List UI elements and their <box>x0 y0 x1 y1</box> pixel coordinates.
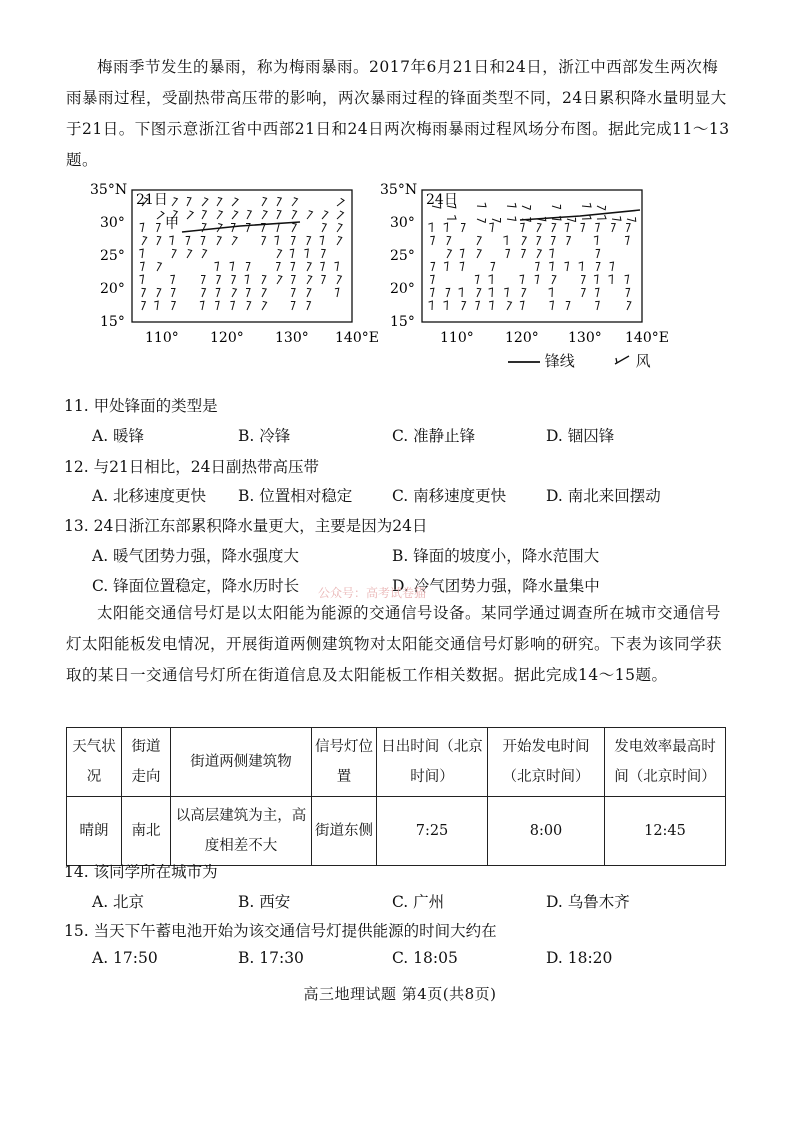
wind-barb <box>579 262 583 271</box>
wind-barb <box>610 262 614 271</box>
q11-option-b: B. 冷锋 <box>238 427 291 445</box>
wind-barb <box>477 249 481 258</box>
wind-barb <box>262 275 266 284</box>
q13-option-c: C. 锋面位置稳定，降水历时长 <box>92 577 300 595</box>
x-tick: 130° <box>568 330 602 346</box>
wind-barb <box>230 301 234 310</box>
map-24 <box>380 182 669 346</box>
q14-option-a: A. 北京 <box>92 893 145 911</box>
table-header-row <box>67 728 726 797</box>
wind-barb <box>291 237 295 246</box>
page-footer: 高三地理试题 第4页(共8页) <box>303 985 497 1003</box>
front-line-24 <box>520 210 640 220</box>
wind-barb <box>430 288 434 297</box>
map-legend <box>508 350 651 371</box>
wind-barb <box>169 236 173 245</box>
wind-barb <box>595 223 599 232</box>
q15-option-b: B. 17:30 <box>238 949 304 967</box>
wind-barb <box>337 211 344 219</box>
wind-barb <box>291 289 295 298</box>
map-21-x-ticks <box>145 330 379 346</box>
wind-barb <box>292 198 298 206</box>
table-cell: 以高层建筑为主，高度相差不大 <box>171 797 312 866</box>
wind-barb <box>140 262 144 271</box>
wind-barb <box>549 249 553 258</box>
wind-barb <box>626 288 630 297</box>
wind-barb <box>537 223 541 232</box>
wind-barb <box>475 301 479 310</box>
wind-barb <box>489 275 493 284</box>
wind-barb <box>520 223 524 232</box>
q12-option-b: B. 位置相对稳定 <box>238 487 353 505</box>
q13-option-d: D. 冷气团势力强，降水量集中 <box>392 577 600 595</box>
wind-barb <box>154 301 158 310</box>
wind-barb <box>262 211 267 220</box>
x-tick: 130° <box>275 330 309 346</box>
wind-barb <box>503 236 507 245</box>
y-tick: 30° <box>390 215 415 231</box>
wind-barb <box>335 262 339 271</box>
q15-option-c: C. 18:05 <box>392 949 458 967</box>
wind-barb <box>157 236 161 245</box>
legend-wind: 风 <box>613 350 651 371</box>
wind-barb <box>535 262 539 271</box>
wind-barb <box>477 288 481 297</box>
q12-option-c: C. 南移速度更快 <box>392 487 507 505</box>
wind-barb <box>170 275 174 284</box>
wind-barb <box>520 301 524 310</box>
question-13: 13. 24日浙江东部累积降水量更大，主要是因为24日 <box>64 517 428 535</box>
wind-barb <box>565 223 569 232</box>
wind-barb <box>307 236 311 245</box>
table-cell: 南北 <box>122 797 171 866</box>
wind-barb <box>537 249 541 258</box>
wind-barb <box>201 276 205 285</box>
wind-barb <box>337 237 342 246</box>
wind-barb <box>187 250 192 259</box>
table-header: 日出时间（北京时间） <box>377 728 488 797</box>
wind-barb <box>507 301 512 310</box>
wind-barb <box>217 211 222 219</box>
wind-barb <box>216 288 220 297</box>
q14-option-b: B. 西安 <box>238 893 291 911</box>
q11-option-d: D. 锢囚锋 <box>546 427 615 445</box>
wind-barb <box>246 263 250 272</box>
wind-barb <box>217 198 222 207</box>
wind-barb <box>230 262 234 271</box>
wind-barb <box>459 288 463 297</box>
map-21-y-ticks <box>90 182 127 330</box>
question-15: 15. 当天下午蓄电池开始为该交通信号灯提供能源的时间大约在 <box>64 922 497 940</box>
watermark: 公众号：高考试卷猫 <box>318 586 427 600</box>
wind-barb <box>307 301 311 310</box>
wind-barb <box>320 262 324 271</box>
wind-barb <box>597 215 606 219</box>
wind-barb <box>202 198 208 206</box>
table-cell: 8:00 <box>488 797 605 866</box>
wind-barb <box>215 262 219 271</box>
wind-barb <box>492 218 501 222</box>
wind-barb <box>582 203 591 207</box>
wind-barb <box>245 275 249 284</box>
x-tick: 140°E <box>335 330 379 346</box>
wind-barb <box>231 275 235 284</box>
table-cell: 晴朗 <box>67 797 122 866</box>
wind-barb <box>262 197 267 206</box>
wind-barb <box>535 275 539 284</box>
wind-barb <box>202 210 206 219</box>
wind-barb <box>627 217 636 221</box>
table-row <box>67 797 726 866</box>
wind-barb <box>609 275 613 284</box>
wind-barb <box>596 249 600 258</box>
wind-barb <box>595 301 599 310</box>
wind-barb <box>489 288 493 297</box>
wind-barb <box>307 288 311 297</box>
wind-barb <box>444 223 448 232</box>
wind-barb <box>550 301 554 310</box>
wind-barb <box>186 236 190 245</box>
question-11: 11. 甲处锋面的类型是 <box>64 397 218 415</box>
wind-barb <box>277 210 281 219</box>
wind-barb <box>262 301 267 310</box>
q15-option-d: D. 18:20 <box>546 949 613 967</box>
wind-barb <box>491 262 495 271</box>
x-tick: 110° <box>440 330 474 346</box>
wind-barb <box>140 223 144 232</box>
wind-barb <box>307 276 312 285</box>
wind-barb <box>142 288 146 297</box>
y-tick: 20° <box>390 281 415 297</box>
wind-barb <box>581 223 585 232</box>
wind-barb <box>431 262 435 271</box>
wind-barb <box>430 275 434 284</box>
wind-barb <box>337 224 342 233</box>
wind-barb <box>232 288 236 297</box>
wind-barb <box>506 249 510 258</box>
q13-option-a: A. 暖气团势力强，降水强度大 <box>92 547 300 565</box>
wind-barb <box>277 197 281 206</box>
wind-barb <box>566 302 570 311</box>
wind-barb <box>446 288 450 297</box>
wind-barb <box>507 217 516 221</box>
jia-marker: 甲 <box>165 216 179 232</box>
q15-option-a: A. 17:50 <box>92 949 158 967</box>
y-tick: 30° <box>100 215 125 231</box>
table-cell: 7:25 <box>377 797 488 866</box>
wind-barb <box>322 211 328 219</box>
wind-barb <box>462 301 466 310</box>
wind-barb <box>460 249 464 258</box>
wind-barb <box>141 301 145 310</box>
wind-barb <box>429 301 433 310</box>
wind-barb <box>291 262 295 271</box>
wind-barb <box>625 275 629 284</box>
wind-barb <box>581 276 585 285</box>
y-tick: 35°N <box>380 182 418 198</box>
wind-barb <box>231 224 235 233</box>
legend-front: 锋线 <box>508 350 575 371</box>
wind-barb <box>475 275 479 284</box>
y-tick: 25° <box>100 248 125 264</box>
wind-barb <box>291 302 295 311</box>
wind-barb <box>140 275 144 284</box>
wind-barb <box>277 249 282 258</box>
wind-barb <box>477 203 486 207</box>
wind-barb <box>292 223 296 232</box>
q12-option-d: D. 南北来回摆动 <box>546 487 661 505</box>
wind-barb <box>217 236 221 245</box>
wind-barb <box>337 198 344 206</box>
wind-barb <box>552 275 556 284</box>
wind-barb <box>322 223 326 232</box>
question-12: 12. 与21日相比，24日副热带高压带 <box>64 458 320 476</box>
wind-barb <box>611 224 615 233</box>
wind-barb <box>157 288 161 297</box>
wind-barb <box>307 211 313 219</box>
front-line-21 <box>182 222 300 232</box>
q14-option-d: D. 乌鲁木齐 <box>546 893 630 911</box>
wind-barb <box>232 198 238 206</box>
wind-barb <box>444 301 448 310</box>
map-21-day-label: 21日 <box>136 192 168 208</box>
wind-barb <box>157 211 164 219</box>
wind-barb <box>507 203 516 207</box>
wind-barb <box>232 237 237 246</box>
intro-paragraph-2: 太阳能交通信号灯是以太阳能为能源的交通信号设备。某同学通过调查所在城市交通信号灯太阳能板发电情况，开展街道两侧建筑物对太阳能交通信号灯影响的研究。下表为该同学获取的某日一交通信号灯所在街道信息及太阳能板工作相关数据。据此完成14～15题。 <box>66 604 723 684</box>
wind-barb <box>337 275 341 284</box>
wind-barb <box>522 205 531 209</box>
wind-barb <box>522 236 526 245</box>
table-header: 天气状况 <box>67 728 122 797</box>
wind-barb <box>275 236 279 245</box>
wind-barb <box>335 288 339 297</box>
wind-barb <box>292 210 297 219</box>
wind-barb <box>201 237 205 246</box>
question-14: 14. 该同学所在城市为 <box>64 863 218 881</box>
wind-barb <box>262 236 266 245</box>
wind-barb <box>277 276 282 285</box>
y-tick: 35°N <box>90 182 128 198</box>
map-24-day-label: 24日 <box>426 192 458 208</box>
wind-barb <box>627 301 631 310</box>
wind-barb <box>187 197 191 206</box>
wind-barb <box>549 262 553 271</box>
q11-option-c: C. 准静止锋 <box>392 427 476 445</box>
y-tick: 15° <box>100 314 125 330</box>
wind-barb <box>171 301 175 310</box>
table-cell: 街道东侧 <box>312 797 377 866</box>
q13-option-b: B. 锋面的坡度小，降水范围大 <box>392 547 600 565</box>
wind-barb <box>276 263 280 272</box>
wind-barb <box>202 223 206 232</box>
wind-barb <box>291 276 295 285</box>
wind-barb <box>215 301 219 310</box>
wind-barb <box>187 211 193 219</box>
wind-barb <box>232 211 238 219</box>
wind-barb <box>552 223 556 232</box>
wind-barb <box>172 249 176 258</box>
table-header: 开始发电时间（北京时间） <box>488 728 605 797</box>
x-tick: 120° <box>505 330 539 346</box>
wind-barb <box>321 275 325 284</box>
front-line-icon <box>508 358 540 366</box>
wind-barb <box>612 216 621 220</box>
wind-barb <box>489 223 493 232</box>
wind-barb <box>262 288 266 297</box>
wind-barb <box>202 288 206 297</box>
wind-barb <box>625 236 629 245</box>
street-info-table <box>66 727 726 866</box>
wind-barb <box>537 236 541 245</box>
map-24-x-ticks <box>440 330 669 346</box>
wind-barbs-21 <box>139 197 344 310</box>
wind-barb <box>477 219 486 223</box>
y-tick: 15° <box>390 314 415 330</box>
wind-barb <box>447 249 451 258</box>
y-tick: 25° <box>390 248 415 264</box>
wind-barb <box>447 236 451 245</box>
map-21 <box>90 182 379 346</box>
wind-barb <box>489 301 493 310</box>
wind-barb <box>202 249 207 258</box>
wind-barb <box>321 249 325 258</box>
wind-barb <box>444 262 448 271</box>
x-tick: 140°E <box>625 330 669 346</box>
wind-barb <box>139 249 143 258</box>
wind-barb <box>549 288 553 297</box>
wind-barb <box>246 289 250 298</box>
wind-barb <box>461 224 465 233</box>
wind-barb-icon <box>613 352 631 366</box>
wind-barb <box>581 289 585 298</box>
map-24-y-ticks <box>380 182 417 330</box>
wind-barb <box>565 262 569 271</box>
wind-barb <box>447 215 456 219</box>
wind-barb <box>566 236 570 245</box>
wind-barb <box>595 288 599 297</box>
wind-barb <box>567 218 576 222</box>
wind-barb <box>142 237 147 246</box>
wind-barb <box>477 236 481 245</box>
wind-barb <box>428 223 432 232</box>
q14-option-c: C. 广州 <box>392 893 445 911</box>
wind-barb <box>171 289 175 298</box>
wind-barb <box>597 206 606 210</box>
wind-barb <box>216 275 220 284</box>
wind-barb <box>596 263 600 272</box>
table-header: 街道两侧建筑物 <box>171 728 312 797</box>
wind-barb <box>200 301 204 310</box>
wind-barb <box>275 223 279 232</box>
wind-barb <box>594 236 598 245</box>
wind-barb <box>430 236 434 245</box>
x-tick: 120° <box>210 330 244 346</box>
wind-barb <box>290 249 294 258</box>
wind-barb <box>551 237 555 246</box>
q12-option-a: A. 北移速度更快 <box>92 487 207 505</box>
x-tick: 110° <box>145 330 179 346</box>
wind-barb <box>626 224 630 233</box>
q11-option-a: A. 暖锋 <box>92 427 145 445</box>
wind-barb <box>504 288 508 297</box>
intro-paragraph: 梅雨季节发生的暴雨，称为梅雨暴雨。2017年6月21日和24日，浙江中西部发生两次梅雨暴雨过程，受副热带高压带的影响，两次暴雨过程的锋面类型不同，24日累积降水量明显大于21日。下图示意浙江省中西部21日和24日两次梅雨暴雨过程风场分布图。据此完成11～13题。 <box>66 58 730 169</box>
wind-barb <box>521 249 525 258</box>
wind-barb <box>172 198 177 206</box>
wind-barb <box>304 249 308 258</box>
wind-barb <box>320 236 324 245</box>
wind-barb <box>247 301 251 310</box>
table-header: 发电效率最高时间（北京时间） <box>605 728 726 797</box>
wind-barb <box>522 288 526 297</box>
table-cell: 12:45 <box>605 797 726 866</box>
wind-barb <box>552 205 561 209</box>
wind-barb <box>247 210 251 219</box>
wind-barb <box>520 275 524 284</box>
wind-barb <box>156 224 160 233</box>
y-tick: 20° <box>100 281 125 297</box>
wind-barb <box>307 262 311 271</box>
table-header: 街道走向 <box>122 728 171 797</box>
wind-barb <box>157 262 161 271</box>
table-header: 信号灯位置 <box>312 728 377 797</box>
wind-barb <box>594 275 598 284</box>
wind-barb <box>460 262 464 271</box>
